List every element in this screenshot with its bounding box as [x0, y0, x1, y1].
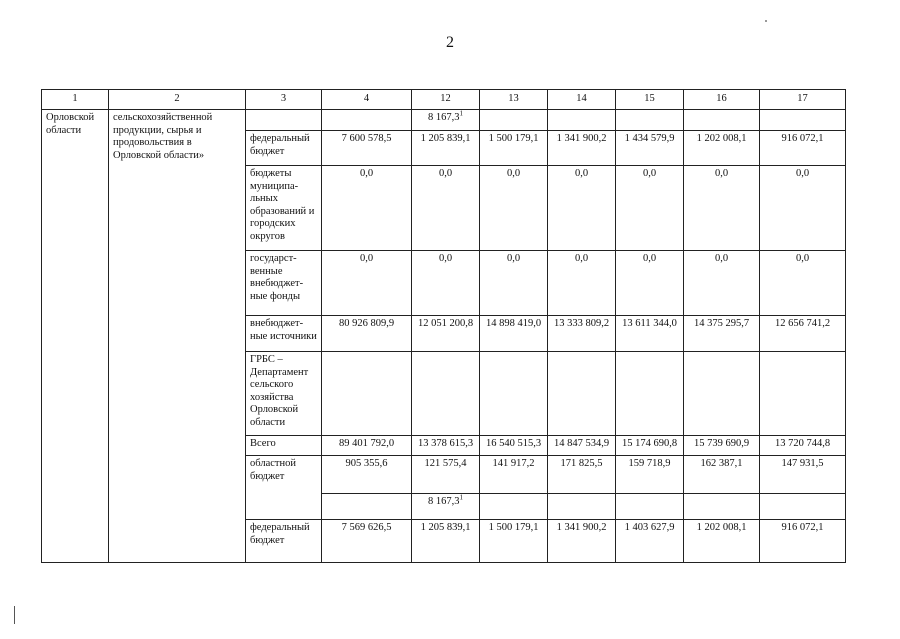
value-cell: [548, 520, 616, 563]
funding-source-label: [246, 110, 322, 131]
program-cell: сельскохозяйственной продукции, сырья и продовольствия в Орловской области»: [109, 110, 246, 563]
value-cell: [684, 110, 760, 131]
value-text: 0,0: [506, 253, 521, 264]
value-text: 1 202 008,1: [696, 133, 747, 144]
value-cell: [412, 436, 480, 456]
value-cell: [548, 131, 616, 166]
value-text: 0,0: [642, 168, 657, 179]
column-header: 12: [412, 90, 480, 110]
value-cell: [480, 166, 548, 251]
value-cell: [412, 456, 480, 494]
value-text: 13 333 809,2: [553, 318, 610, 329]
value-cell: [616, 131, 684, 166]
margin-mark: [14, 606, 15, 624]
value-cell: [480, 131, 548, 166]
funding-source-label: государст-венные внебюджет-ные фонды: [246, 251, 322, 316]
column-header: 1: [42, 90, 109, 110]
value-text: 905 355,6: [345, 458, 388, 469]
value-text: 89 401 792,0: [338, 438, 395, 449]
value-text: 13 720 744,8: [774, 438, 831, 449]
value-cell: [322, 436, 412, 456]
value-text: 0,0: [359, 253, 374, 264]
value-cell: [322, 131, 412, 166]
column-header: 2: [109, 90, 246, 110]
value-cell: [322, 352, 412, 436]
value-cell: [684, 166, 760, 251]
value-cell: [412, 110, 480, 131]
value-text: 171 825,5: [560, 458, 603, 469]
value-cell: [760, 316, 846, 352]
value-cell: [616, 456, 684, 494]
value-text: 14 847 534,9: [553, 438, 610, 449]
value-text: 14 375 295,7: [693, 318, 750, 329]
value-cell: [616, 520, 684, 563]
page-number: 2: [446, 34, 454, 51]
value-cell: [548, 110, 616, 131]
value-text: 13 378 615,3: [417, 438, 474, 449]
value-text: 7 569 626,5: [341, 522, 392, 533]
column-header: 3: [246, 90, 322, 110]
funding-source-label: областной бюджет: [246, 456, 322, 520]
funding-source-label: федеральный бюджет: [246, 520, 322, 563]
value-cell: [480, 436, 548, 456]
header-row: [42, 90, 846, 110]
value-text: 121 575,4: [424, 458, 467, 469]
value-cell: [322, 494, 412, 520]
value-cell: [412, 520, 480, 563]
column-header: 17: [760, 90, 846, 110]
budget-table: [41, 89, 846, 563]
value-text: 1 434 579,9: [624, 133, 675, 144]
value-cell: [760, 436, 846, 456]
value-cell: [548, 456, 616, 494]
value-text: 1 500 179,1: [488, 133, 539, 144]
value-cell: [548, 316, 616, 352]
column-header: 15: [616, 90, 684, 110]
value-text: 162 387,1: [700, 458, 743, 469]
value-cell: [684, 436, 760, 456]
value-text: 0,0: [574, 253, 589, 264]
value-cell: [480, 251, 548, 316]
value-text: 8 167,3: [428, 112, 460, 123]
value-cell: [760, 456, 846, 494]
value-text: 1 341 900,2: [556, 133, 607, 144]
value-cell: [760, 520, 846, 563]
footnote-marker: 1: [459, 493, 463, 502]
funding-source-label: федеральный бюджет: [246, 131, 322, 166]
value-cell: [760, 131, 846, 166]
value-text: 0,0: [795, 168, 810, 179]
value-cell: [760, 251, 846, 316]
value-cell: [480, 494, 548, 520]
region-cell: Орловской области: [42, 110, 109, 563]
value-text: 1 500 179,1: [488, 522, 539, 533]
value-cell: [760, 110, 846, 131]
value-cell: [684, 131, 760, 166]
funding-source-label: внебюджет-ные источники: [246, 316, 322, 352]
value-cell: [480, 316, 548, 352]
value-text: 0,0: [714, 168, 729, 179]
value-cell: [760, 494, 846, 520]
value-cell: [548, 436, 616, 456]
value-cell: [480, 456, 548, 494]
value-cell: [684, 520, 760, 563]
value-text: 13 611 344,0: [622, 318, 677, 329]
value-cell: [412, 166, 480, 251]
value-text: 916 072,1: [781, 522, 824, 533]
value-cell: [412, 494, 480, 520]
value-cell: [412, 251, 480, 316]
value-cell: [412, 352, 480, 436]
funding-source-label: Всего: [246, 436, 322, 456]
value-text: 0,0: [438, 168, 453, 179]
value-text: 1 205 839,1: [420, 522, 471, 533]
value-cell: [616, 436, 684, 456]
funding-source-label: ГРБС – Департамент сельского хозяйства Орловской области: [246, 352, 322, 436]
value-cell: [684, 494, 760, 520]
value-text: 0,0: [574, 168, 589, 179]
value-text: 1 403 627,9: [624, 522, 675, 533]
value-cell: [480, 352, 548, 436]
value-text: 916 072,1: [781, 133, 824, 144]
value-cell: [322, 251, 412, 316]
value-text: 12 656 741,2: [774, 318, 831, 329]
footnote-marker: 1: [459, 109, 463, 118]
value-text: 1 205 839,1: [420, 133, 471, 144]
value-cell: [322, 456, 412, 494]
column-header: 13: [480, 90, 548, 110]
value-cell: [616, 110, 684, 131]
value-cell: [616, 494, 684, 520]
value-text: 14 898 419,0: [485, 318, 542, 329]
value-cell: [616, 251, 684, 316]
column-header: 16: [684, 90, 760, 110]
value-text: 16 540 515,3: [485, 438, 542, 449]
value-cell: [322, 110, 412, 131]
value-text: 15 739 690,9: [693, 438, 750, 449]
value-cell: [684, 352, 760, 436]
value-text: 0,0: [438, 253, 453, 264]
value-cell: [684, 456, 760, 494]
value-cell: [760, 166, 846, 251]
value-text: 0,0: [714, 253, 729, 264]
value-text: 159 718,9: [628, 458, 671, 469]
value-cell: [760, 352, 846, 436]
value-text: 8 167,3: [428, 496, 460, 507]
value-text: 0,0: [795, 253, 810, 264]
value-cell: [684, 316, 760, 352]
column-header: 4: [322, 90, 412, 110]
value-text: 147 931,5: [781, 458, 824, 469]
value-text: 0,0: [506, 168, 521, 179]
value-cell: [548, 494, 616, 520]
value-cell: [412, 131, 480, 166]
value-cell: [480, 110, 548, 131]
value-cell: [616, 166, 684, 251]
value-cell: [548, 352, 616, 436]
value-cell: [616, 316, 684, 352]
value-text: 141 917,2: [492, 458, 535, 469]
value-cell: [412, 316, 480, 352]
column-header: 14: [548, 90, 616, 110]
table-row: [42, 110, 846, 131]
value-cell: [322, 166, 412, 251]
value-text: 0,0: [642, 253, 657, 264]
value-text: 7 600 578,5: [341, 133, 392, 144]
value-cell: [322, 316, 412, 352]
funding-source-label: бюджеты муниципа-льных образований и городских округов: [246, 166, 322, 251]
value-cell: [548, 251, 616, 316]
value-cell: [548, 166, 616, 251]
value-cell: [322, 520, 412, 563]
value-text: 1 341 900,2: [556, 522, 607, 533]
value-text: 80 926 809,9: [338, 318, 395, 329]
value-text: 15 174 690,8: [621, 438, 678, 449]
value-text: 12 051 200,8: [417, 318, 474, 329]
value-text: 1 202 008,1: [696, 522, 747, 533]
value-text: 0,0: [359, 168, 374, 179]
scan-speck: [765, 20, 767, 22]
value-cell: [616, 352, 684, 436]
value-cell: [480, 520, 548, 563]
value-cell: [684, 251, 760, 316]
